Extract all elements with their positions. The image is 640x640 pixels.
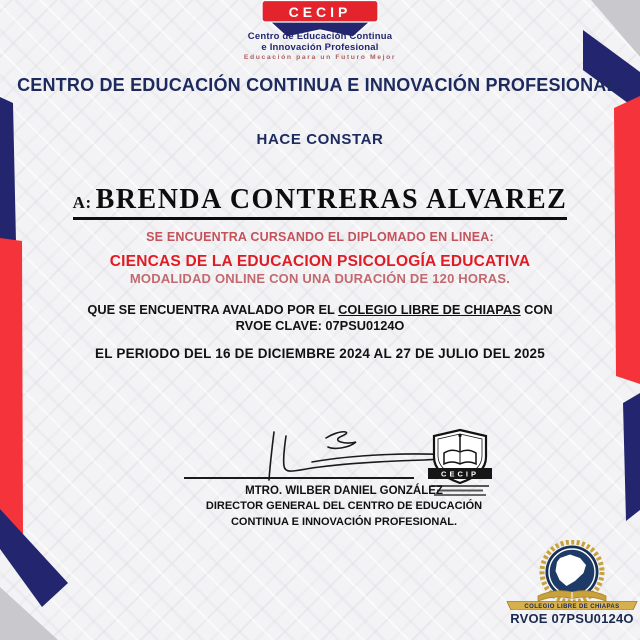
recipient-underline [73,184,568,220]
period-line: EL PERIODO DEL 16 DE DICIEMBRE 2024 AL 27 DE JULIO DEL 2025 [95,346,545,361]
seal-rvoe-label: RVOE 07PSU0124O [510,611,634,626]
modality-line: MODALIDAD ONLINE CON UNA DURACIÓN DE 120 HORAS. [129,271,511,286]
endorsement-post: CON [520,302,553,317]
endorsement-paragraph [0,302,640,334]
logo-org-line1: Centro de Educación Continua [247,31,393,42]
logo-org-line2: e Innovación Profesional [261,42,379,53]
endorsement-pre: QUE SE ENCUENTRA AVALADO POR EL [87,302,339,317]
signer-role-line2: CONTINUA E INNOVACIÓN PROFESIONAL. [230,515,458,528]
signer-role-line1: DIRECTOR GENERAL DEL CENTRO DE EDUCACIÓN [205,500,483,512]
signer-name: MTRO. WILBER DANIEL GONZÁLEZ [245,485,443,497]
endorsement-line2: RVOE CLAVE: 07PSU0124O [235,318,405,333]
seal-banner-label: COLEGIO LIBRE DE CHIAPAS [524,604,620,610]
cursando-line: SE ENCUENTRA CURSANDO EL DIPLOMADO EN LINEA: [146,230,494,244]
cecip-badge-label: CECIP [288,4,352,20]
stamp-flame [458,434,461,437]
attest-heading: HACE CONSTAR [256,131,384,148]
stamp-label: CECIP [441,469,479,479]
certificate-title: CENTRO DE EDUCACIÓN CONTINUA E INNOVACIÓN PROFESIONAL. [17,75,623,95]
endorsement-line1 [0,302,640,318]
course-name: CIENCAS DE LA EDUCACION PSICOLOGÍA EDUCATIVA [109,253,531,270]
bottom-left-navy-band [0,509,68,607]
signature-line [184,477,414,479]
logo-tagline: Educación para un Futuro Mejor [243,54,397,61]
college-seal [498,540,640,610]
endorsement-college: COLEGIO LIBRE DE CHIAPAS [338,302,521,317]
left-navy-band [0,97,16,242]
recipient-prefix: A: [72,193,92,212]
recipient-name: BRENDA CONTRERAS ALVAREZ [95,184,568,215]
right-navy-band [623,393,640,521]
recipient-line [0,184,640,220]
signer-block [158,483,530,530]
